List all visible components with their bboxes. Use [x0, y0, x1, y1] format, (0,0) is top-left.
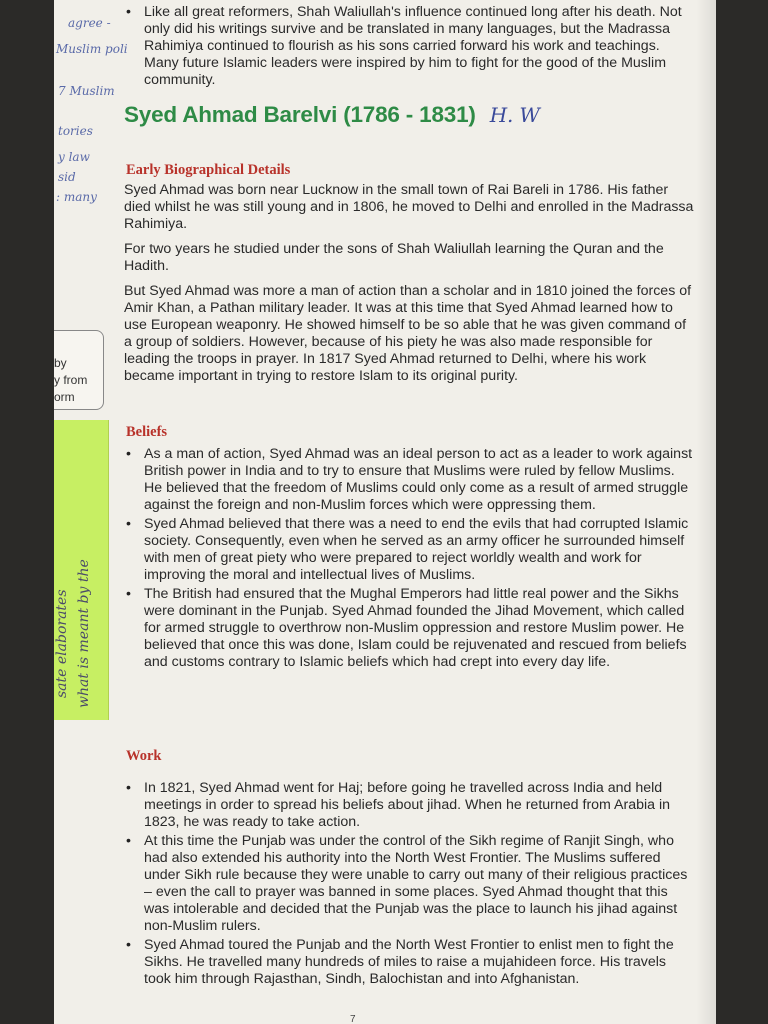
work-heading: Work — [126, 748, 162, 764]
work-bullet-2: • At this time the Punjab was under the control of the Sikh regime of Ranjit Singh, who had also extended his authority into the North West Frontier. The Muslims suffered under Sikh rule because they were unable to carry out many of their religious practices – even the call to prayer was banned in some places. Syed Ahmad thought that this was intolerable and decided that the Punjab was the place to launch his jihad against non-Muslim rulers. — [124, 833, 694, 935]
belief-bullet-3: • The British had ensured that the Mughal Emperors had little real power and the Sikhs were dominant in the Punjab. Syed Ahmad founded the Jihad Movement, which called for armed struggle to overthrow non-Muslim oppression and restore Muslim power. He believed that once this was done, Islam could be rejuvenated and rescued from beliefs and customs contrary to Islamic beliefs which had crept into every day life. — [124, 586, 694, 671]
section-title — [124, 102, 540, 128]
beliefs-section — [124, 446, 694, 671]
margin-note: y law — [58, 150, 90, 164]
margin-box-line: y from — [54, 373, 88, 387]
bio-heading: Early Biographical Details — [126, 162, 291, 178]
bio-section — [124, 182, 694, 385]
margin-box — [54, 330, 104, 410]
margin-box-line: by — [54, 356, 67, 370]
sticky-note-text: sate elaborates — [54, 589, 70, 698]
bio-paragraph-2: For two years he studied under the sons of Shah Waliullah learning the Quran and the Hadith. — [124, 241, 664, 274]
title-annotation: H. W — [489, 103, 540, 127]
sticky-note-text: what is meant by the — [76, 559, 92, 708]
sticky-note — [54, 420, 109, 720]
margin-note: agree - — [68, 16, 111, 30]
belief-bullet-1: • As a man of action, Syed Ahmad was an ideal person to act as a leader to work against British power in India and to try to ensure that Muslims were ruled by fellow Muslims. He believed that the freedom of Muslims could only come as a result of armed struggle against the foreign and non-Muslim forces which were oppressing them. — [124, 446, 694, 514]
margin-note: : many — [56, 190, 97, 204]
margin-box-line: orm — [54, 390, 75, 404]
bio-paragraph-3: But Syed Ahmad was more a man of action than a scholar and in 1810 joined the forces of Amir Khan, a Pathan military leader. It was at this time that Syed Ahmad learned how to use European weaponry. He showed himself to be so able that he was given command of a group of soldiers. However, because of his piety he was also made responsible for leading the troops in prayer. In 1817 Syed Ahmad returned to Delhi, where his work became important in trying to restore Islam to its original purity. — [124, 283, 692, 384]
margin-note: 7 Muslim — [58, 84, 115, 98]
margin-note: sid — [58, 170, 76, 184]
section-title-text: Syed Ahmad Barelvi (1786 - 1831) — [124, 102, 476, 127]
intro-paragraph — [124, 4, 694, 89]
page-number: 7 — [350, 1014, 356, 1024]
margin-note: Muslim poli — [56, 42, 128, 56]
book-page — [54, 0, 716, 1024]
bio-paragraph-1: Syed Ahmad was born near Lucknow in the small town of Rai Bareli in 1786. His father died whilst he was still young and in 1806, he moved to Delhi and enrolled in the Madrassa Rahimiya. — [124, 182, 694, 232]
work-section — [124, 780, 694, 988]
margin-note: tories — [58, 124, 93, 138]
beliefs-heading: Beliefs — [126, 424, 168, 440]
belief-bullet-2: • Syed Ahmad believed that there was a need to end the evils that had corrupted Islamic society. Consequently, even when he served as an army officer he surrounded himself with men of great piety who were prepared to reject worldly wealth and work for improving the moral and intellectual lives of Muslims. — [124, 516, 694, 584]
work-bullet-3: • Syed Ahmad toured the Punjab and the North West Frontier to enlist men to fight the Sikhs. He travelled many hundreds of miles to raise a mujahideen force. His travels took him through Rajasthan, Sindh, Balochistan and into Afghanistan. — [124, 937, 694, 988]
intro-text: • Like all great reformers, Shah Waliullah's influence continued long after his death. Not only did his writings survive and be translated in many languages, but the Madrassa Rahimiya continued to flourish as his sons carried forward his work and teachings. Many future Islamic leaders were inspired by him to fight for the good of the Muslim community. — [124, 4, 694, 89]
work-bullet-1: • In 1821, Syed Ahmad went for Haj; before going he travelled across India and held meetings in order to spread his beliefs about jihad. When he returned from Arabia in 1823, he was ready to take action. — [124, 780, 694, 831]
